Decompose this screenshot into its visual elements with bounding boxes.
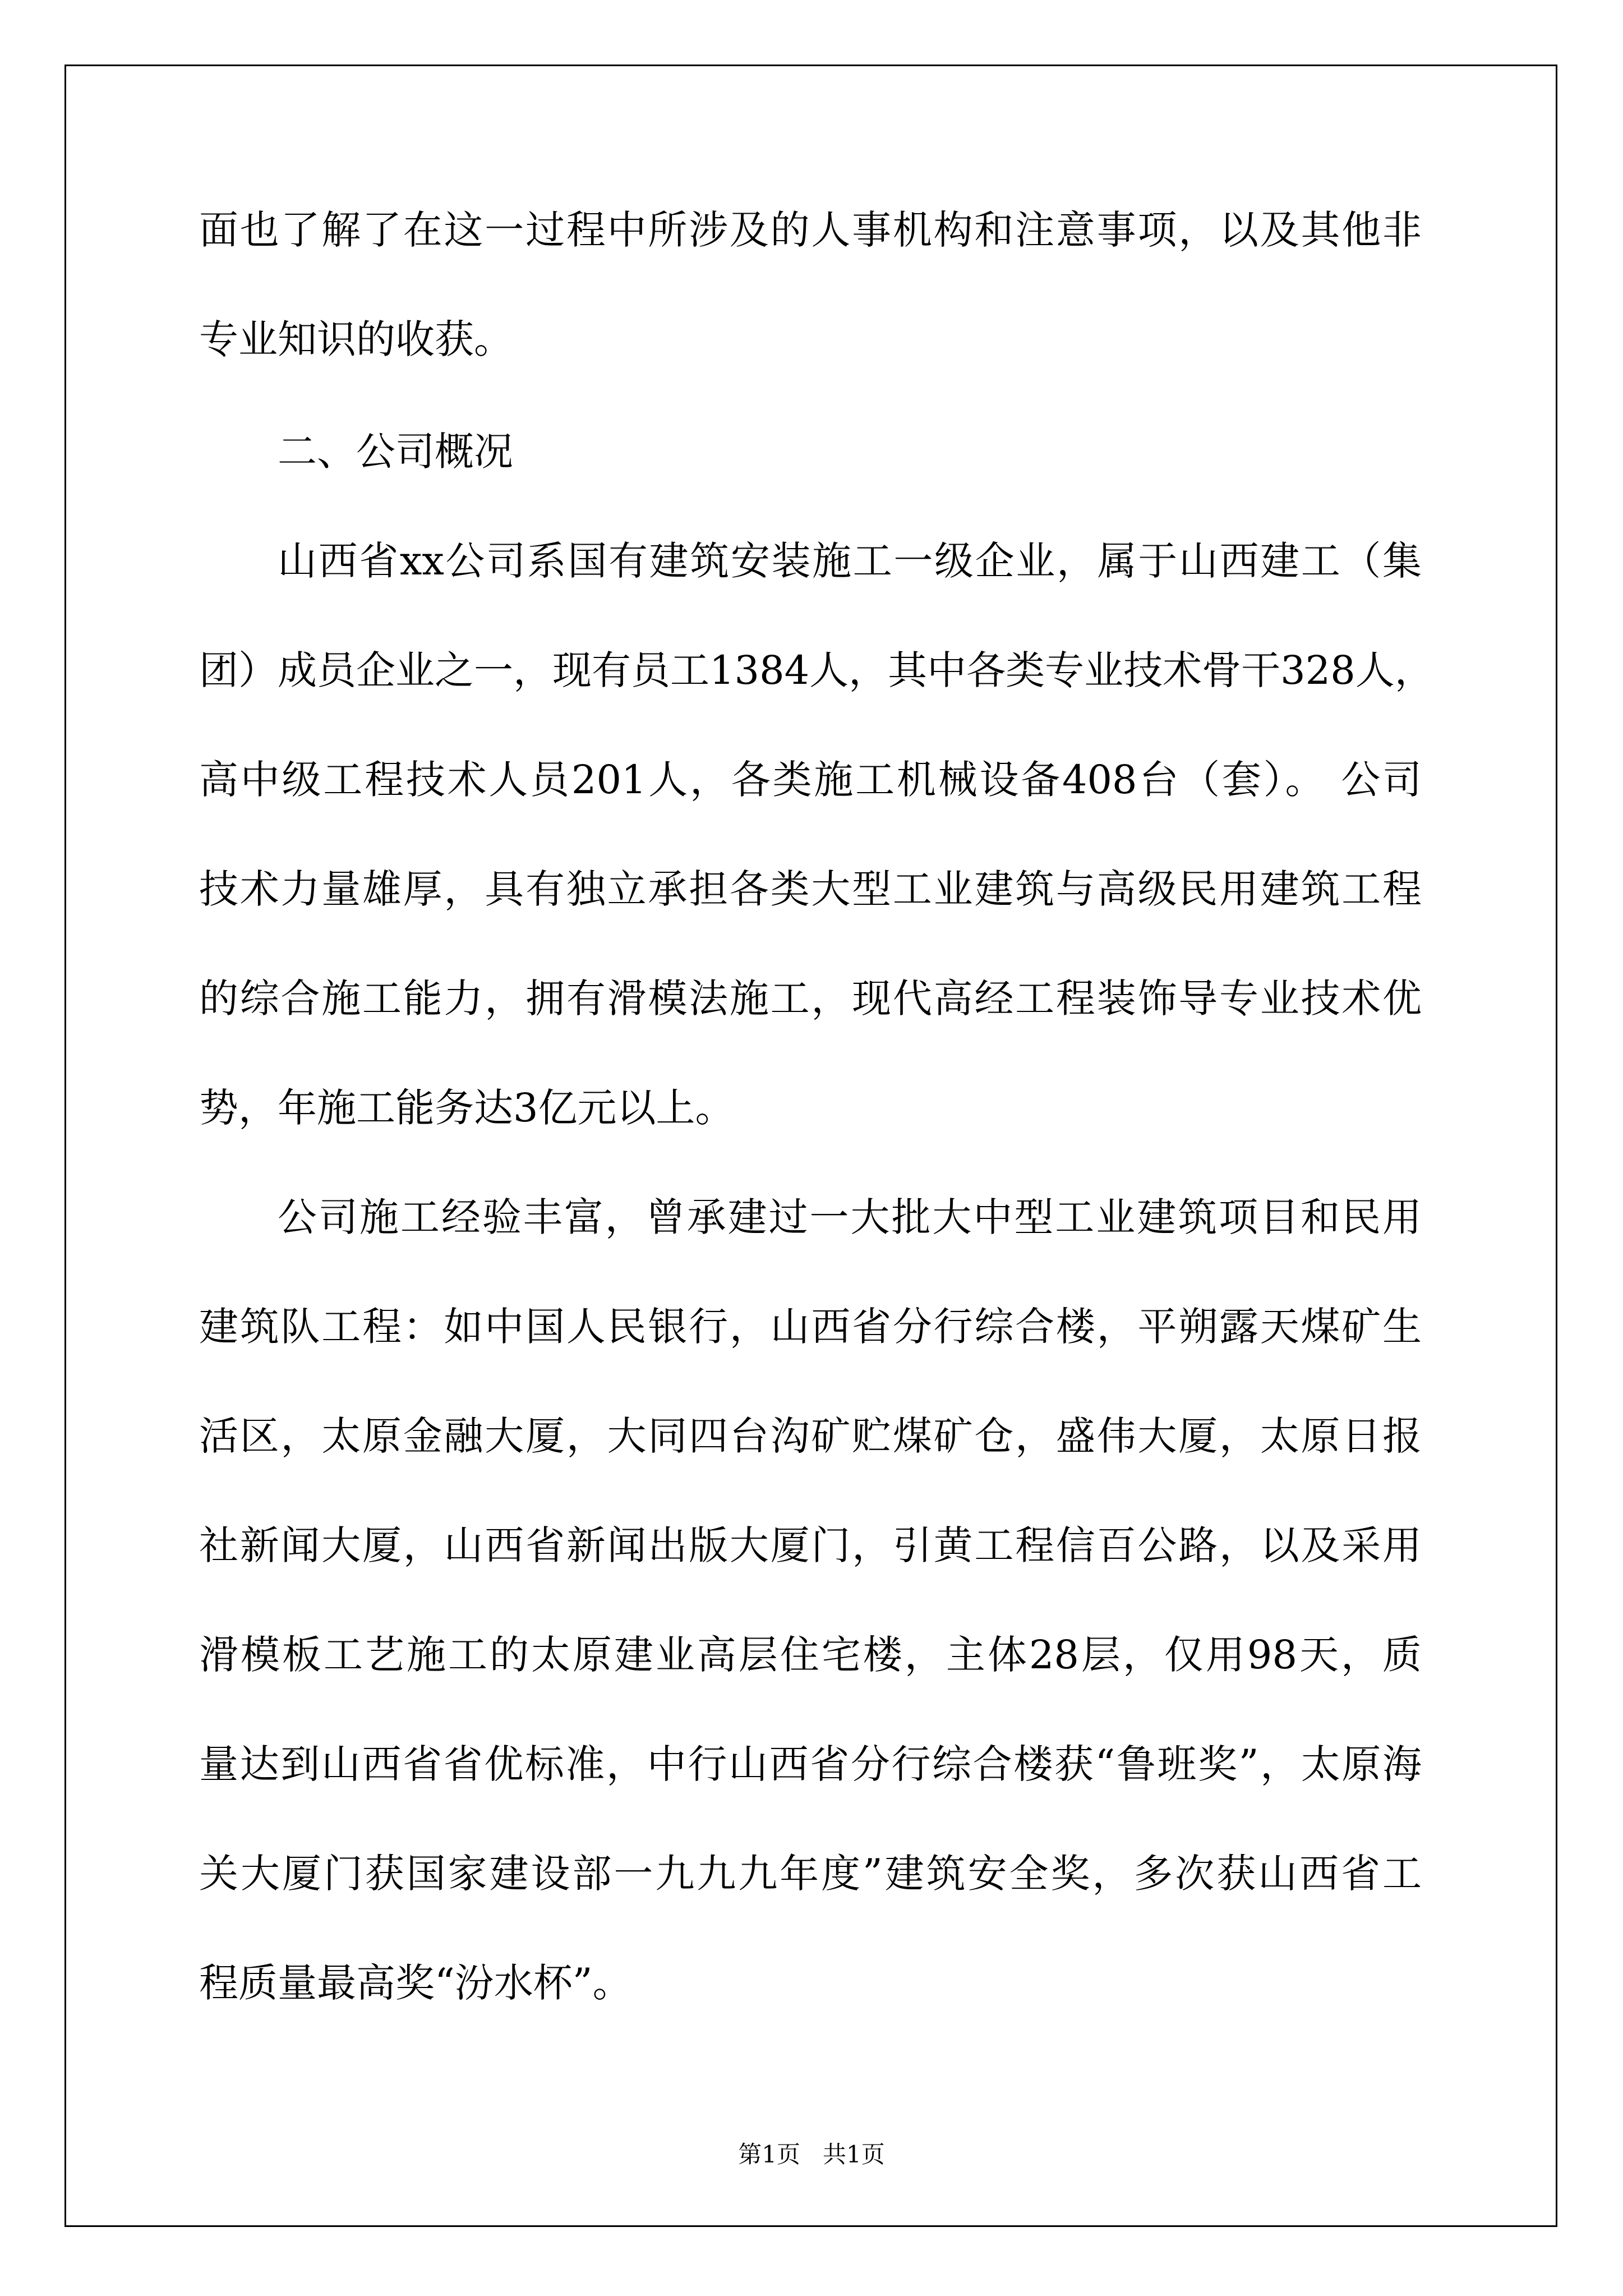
section-heading: 二、公司概况 <box>278 429 513 475</box>
text-line: 专业知识的收获。 <box>199 316 513 362</box>
page-number-footer: 第1页 共1页 <box>738 2141 885 2168</box>
text-line: 高中级工程技术人员201人，各类施工机械设备408台（套）。 公司 <box>199 757 1422 803</box>
text-line: 团）成员企业之一，现有员工1384人，其中各类专业技术骨干328人， <box>199 647 1434 693</box>
text-line: 量达到山西省省优标准，中行山西省分行综合楼获“鲁班奖”，太原海 <box>199 1741 1422 1787</box>
page-border <box>64 65 1557 2227</box>
text-line: 活区，太原金融大厦，大同四台沟矿贮煤矿仓，盛伟大厦，太原日报 <box>199 1413 1422 1459</box>
text-line: 公司施工经验丰富，曾承建过一大批大中型工业建筑项目和民用 <box>278 1194 1422 1240</box>
text-line: 的综合施工能力，拥有滑模法施工，现代高经工程装饰导专业技术优 <box>199 976 1422 1022</box>
text-line: 建筑队工程：如中国人民银行，山西省分行综合楼，平朔露天煤矿生 <box>199 1304 1422 1350</box>
text-line: 程质量最高奖“汾水杯”。 <box>199 1960 632 2006</box>
text-line: 社新闻大厦，山西省新闻出版大厦门，引黄工程信百公路，以及采用 <box>199 1522 1422 1568</box>
text-line: 面也了解了在这一过程中所涉及的人事机构和注意事项，以及其他非 <box>199 207 1422 253</box>
text-line: 关大厦门获国家建设部一九九九年度”建筑安全奖，多次获山西省工 <box>199 1851 1422 1897</box>
text-line: 滑模板工艺施工的太原建业高层住宅楼，主体28层，仅用98天，质 <box>199 1632 1422 1678</box>
text-line: 势，年施工能务达3亿元以上。 <box>199 1085 735 1131</box>
text-line: 技术力量雄厚，具有独立承担各类大型工业建筑与高级民用建筑工程 <box>199 866 1422 912</box>
text-line: 山西省xx公司系国有建筑安装施工一级企业，属于山西建工（集 <box>278 538 1422 584</box>
